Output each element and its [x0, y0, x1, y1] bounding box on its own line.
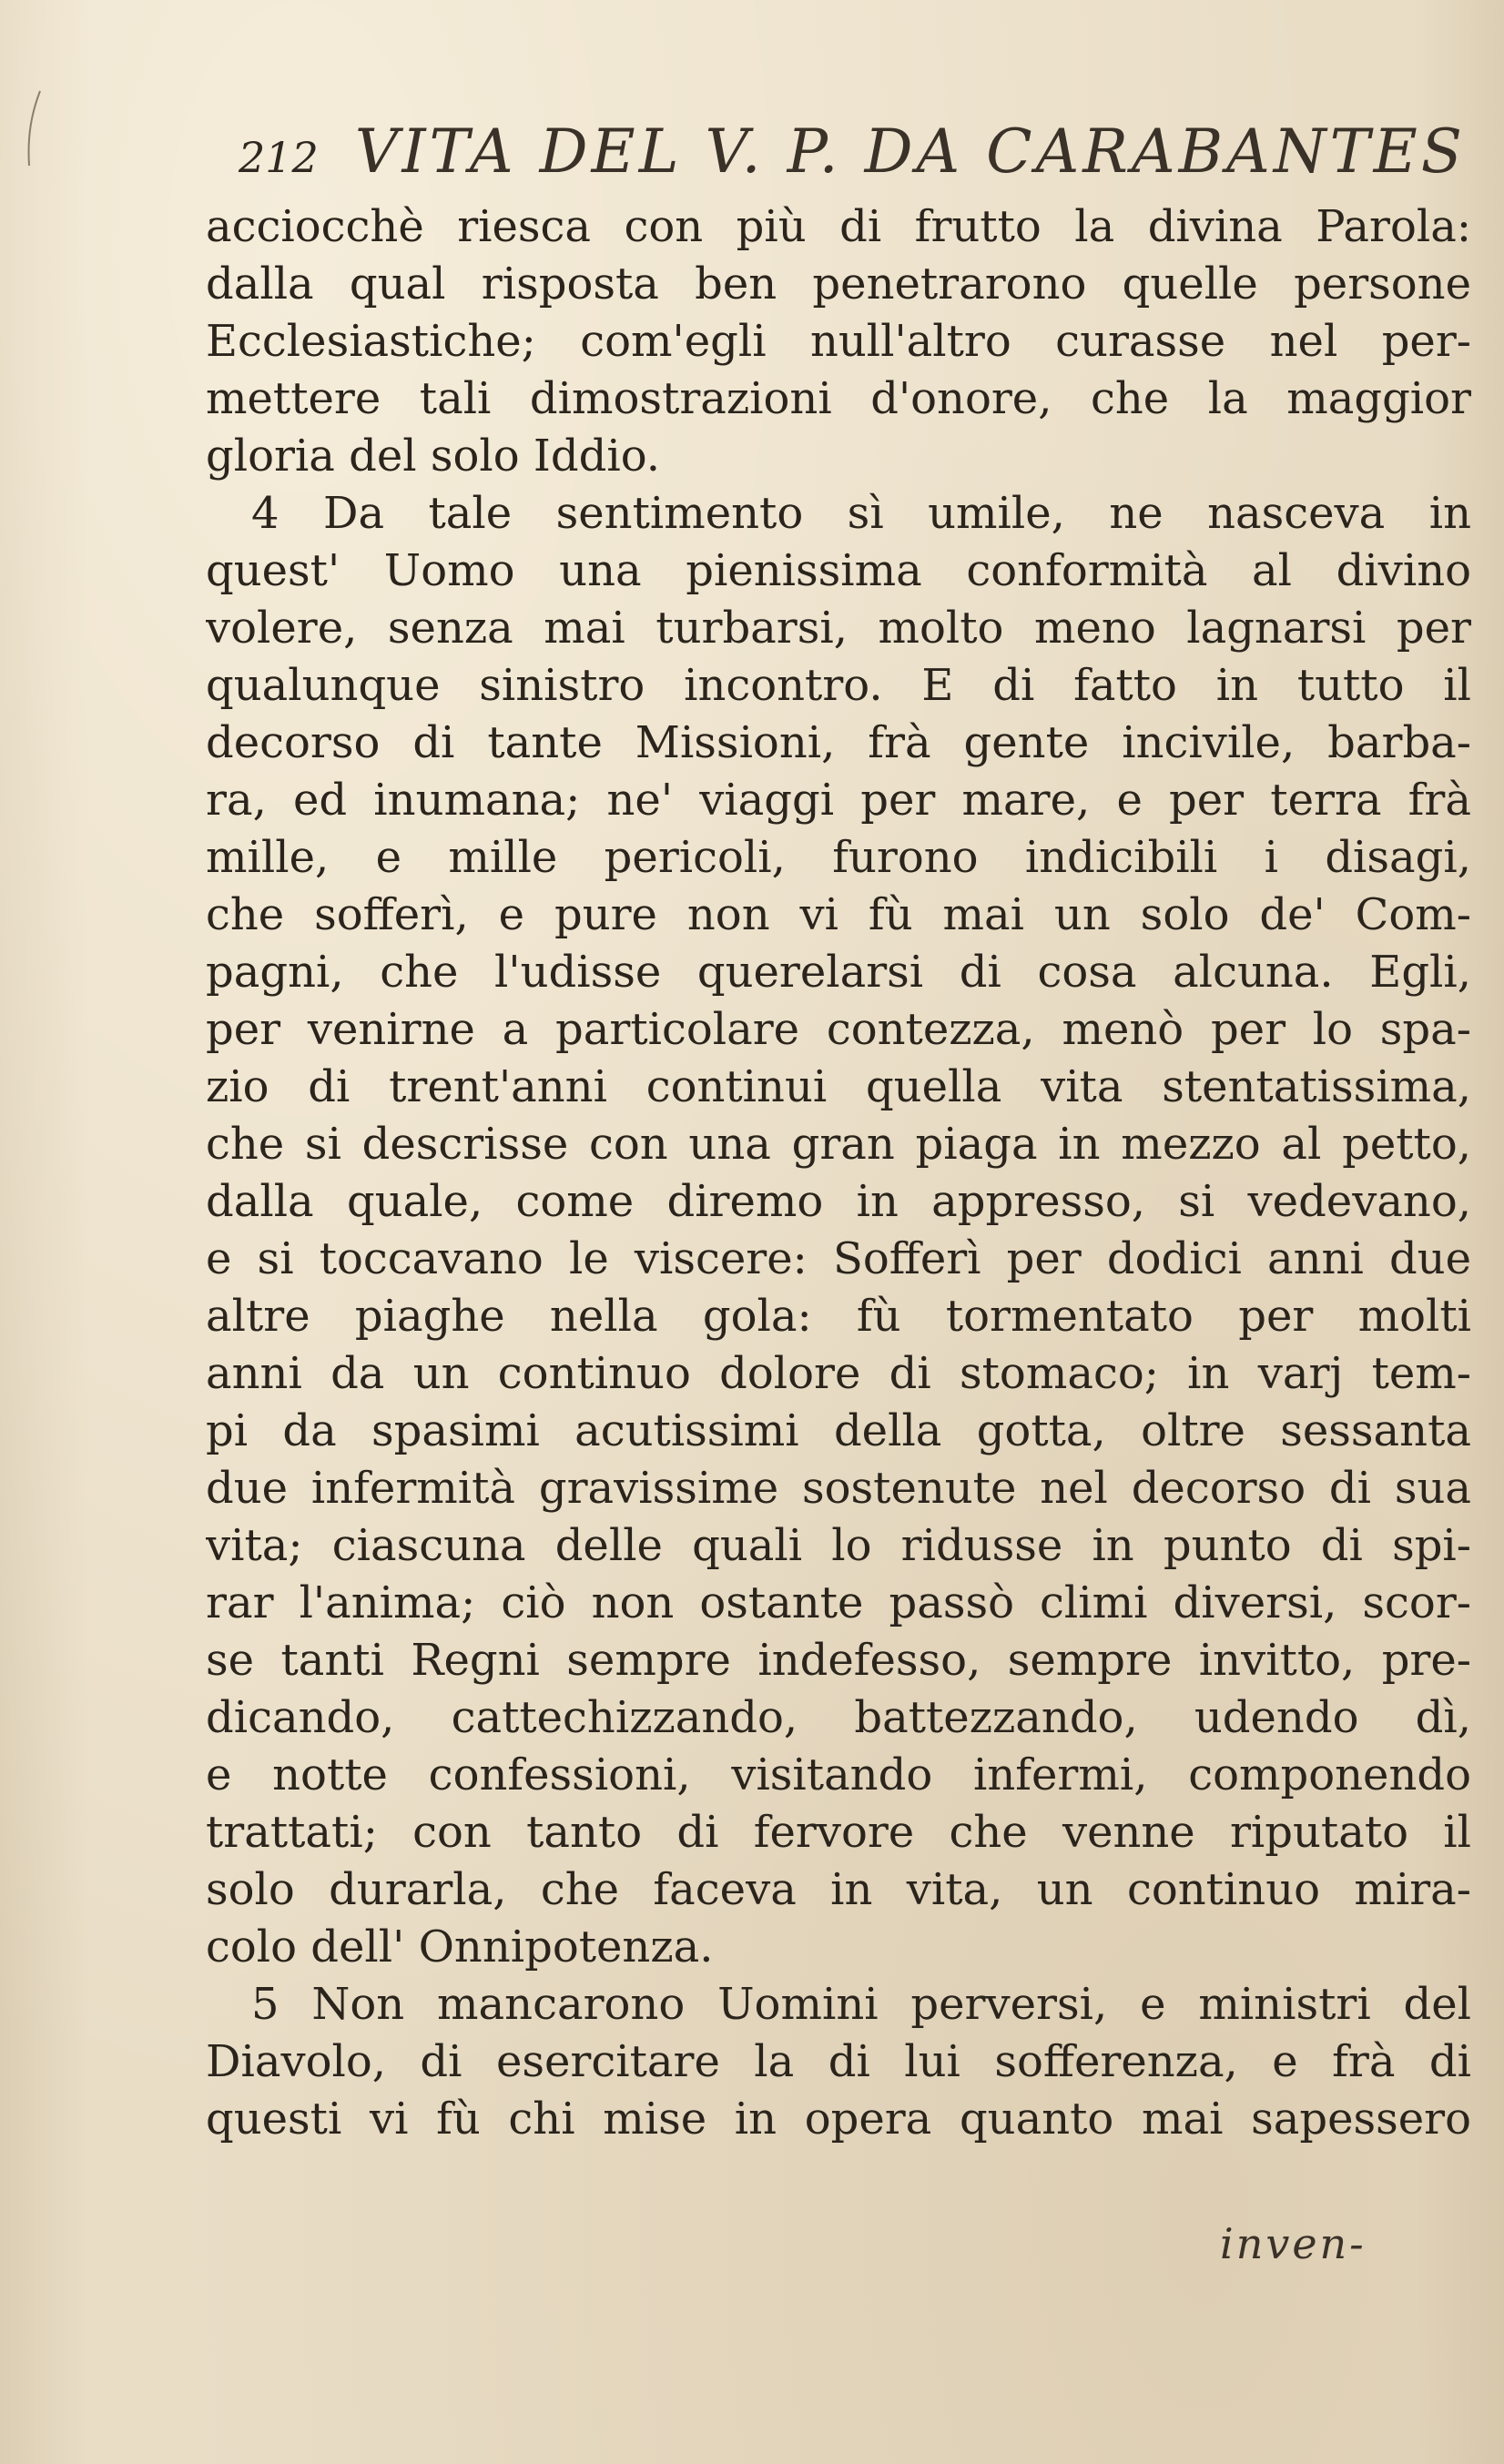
- text-line: pagni, che l'udisse querelarsi di cosa alcuna. Egli,: [206, 947, 1471, 998]
- text-line: pi da spasimi acutissimi della gotta, oltre sessanta: [206, 1405, 1471, 1456]
- text-line: mille, e mille pericoli, furono indicibili i disagi,: [206, 832, 1471, 883]
- text-line: colo dell' Onnipotenza.: [206, 1922, 714, 1972]
- text-line: decorso di tante Missioni, frà gente incivile, barba-: [206, 717, 1471, 768]
- text-line: che sofferì, e pure non vi fù mai un solo de' Com-: [206, 889, 1471, 940]
- paragraph-start: 5 Non mancarono Uomini perversi, e ministri del: [251, 1979, 1471, 2030]
- text-line: gloria del solo Iddio.: [206, 431, 661, 482]
- text-line: rar l'anima; ciò non ostante passò climi diversi, scor-: [206, 1577, 1471, 1628]
- text-line: dalla qual rispostа ben penetrarono quelle persone: [206, 259, 1471, 309]
- page-number: 212: [239, 133, 319, 182]
- running-title: VITA DEL V. P. DA CARABANTES: [354, 117, 1466, 187]
- text-line: anni da un continuo dolore di stomaco; in varj tem-: [206, 1348, 1471, 1399]
- text-line: due infermità gravissime sostenute nel decorso di sua: [206, 1463, 1471, 1514]
- text-line: mettere tali dimostrazioni d'onore, che la maggior: [206, 373, 1471, 424]
- text-line: ra, ed inumana; ne' viaggi per mare, e per terra frà: [206, 775, 1471, 826]
- text-line: che si descrisse con una gran piaga in mezzo al petto,: [206, 1119, 1471, 1170]
- text-line: Ecclesiastiche; com'egli null'altro curasse nel per-: [206, 316, 1471, 367]
- text-line: e si toccavano le viscere: Sofferì per dodici anni due: [206, 1233, 1471, 1284]
- text-line: altre piaghe nella gola: fù tormentato per molti: [206, 1291, 1471, 1342]
- text-line: qualunque sinistro incontro. E di fatto in tutto il: [206, 660, 1471, 711]
- text-line: per venirne a particolare contezza, menò per lo spa-: [206, 1004, 1471, 1055]
- running-header: [239, 117, 1477, 198]
- text-line: questi vi fù chi mise in opera quanto mai sapessero: [206, 2094, 1471, 2145]
- text-line: se tanti Regni sempre indefesso, sempre invitto, pre-: [206, 1635, 1471, 1686]
- text-line: trattati; con tanto di fervore che venne riputato il: [206, 1807, 1471, 1858]
- text-line: Diavolo, di esercitare la di lui sofferenza, e frà di: [206, 2036, 1471, 2087]
- text-line: acciocchè riesca con più di frutto la divina Parola:: [206, 201, 1471, 252]
- text-line: quest' Uomo una pienissima conformità al divino: [206, 545, 1471, 596]
- paragraph-start: 4 Da tale sentimento sì umile, ne nasceva in: [251, 488, 1471, 539]
- text-line: dalla quale, come diremo in appresso, si vedevano,: [206, 1176, 1471, 1227]
- text-line: zio di trent'anni continui quella vita stentatissima,: [206, 1061, 1471, 1112]
- catchword: inven-: [1220, 2219, 1367, 2268]
- text-line: volere, senza mai turbarsi, molto meno lagnarsi per: [206, 603, 1471, 654]
- margin-pencil-mark: [20, 87, 47, 169]
- text-line: dicando, cattechizzando, battezzando, udendo dì,: [206, 1692, 1471, 1743]
- body-text: [206, 198, 1471, 2148]
- text-line: vita; ciascuna delle quali lo ridusse in punto di spi-: [206, 1520, 1471, 1571]
- text-line: e notte confessioni, visitando infermi, componendo: [206, 1749, 1471, 1800]
- text-line: solo durarla, che faceva in vita, un continuo mira-: [206, 1864, 1471, 1915]
